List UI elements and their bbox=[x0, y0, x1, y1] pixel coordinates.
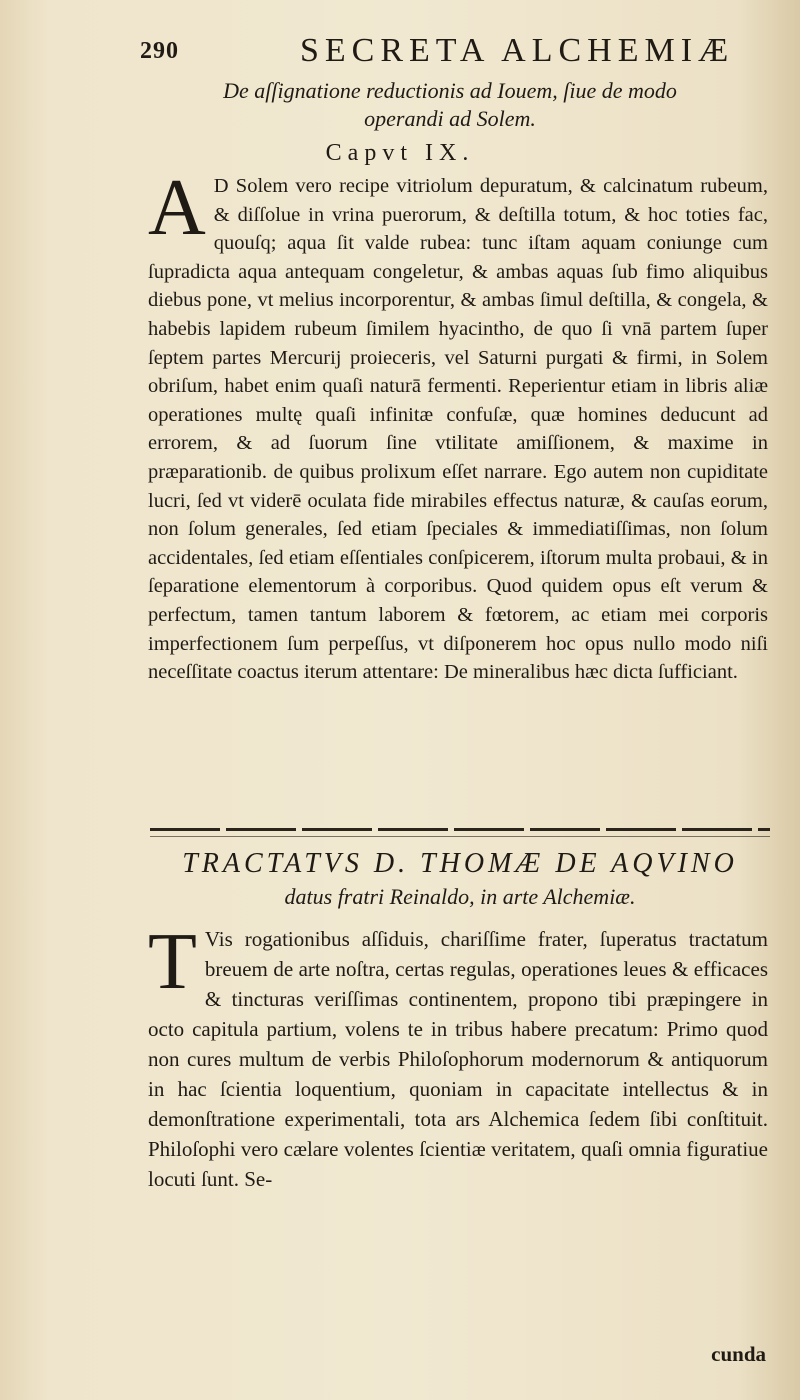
drop-cap-a: A bbox=[148, 164, 206, 252]
section-divider-rule bbox=[150, 828, 770, 831]
chapter-paragraph: D Solem vero recipe vitriolum depuratum, & calcinatum rubeum, & diſſolue in vrina puerorum, & deſtilla totum, & hoc toties fac, quouſq; aqua ſit valde rubea: tunc iſtam aquam coniunge cum ſupradicta aqua antequam congeletur, & ambas aquas ſub fimo aliquibus diebus pone, vt melius incorporentur, & ambas ſimul deſtilla, & congela, & habebis lapidem rubeum ſimilem hyacintho, de quo ſi vnā partem ſuper ſeptem partes Mercurij proieceris, vel Saturni purgati & firmi, in Solem obriſum, habet enim quaſi naturā fermenti. Reperientur etiam in libris aliæ operationes multę quaſi infinitæ confuſæ, quæ homines deducunt ad errorem, & ad ſuorum ſine vtilitate amiſſionem, & maxime in præparationib. de quibus prolixum eſſet narrare. Ego autem non cupiditate lucri, ſed vt viderē oculata fide mirabiles effectus naturæ, & cauſas eorum, non ſolum generales, ſed etiam ſpeciales & immediatiſſimas, non ſolum accidentales, ſed etiam eſſentiales conſpicerem, iſtorum multa probaui, & in ſeparatione elementorum à corporibus. Quod quidem opus eſt verum & perfectum, tamen tantum laborem & fœtorem, ac etiam mei corporis imperfectionem ſum perpeſſus, vt diſponerem hoc opus nullo modo niſi neceſſitate coactus iterum attentare: De mineralibus hæc dicta ſufficiant. bbox=[148, 175, 768, 684]
chapter-heading: Capvt IX. bbox=[325, 140, 475, 166]
section-divider-thin-rule bbox=[150, 836, 770, 837]
page-number: 290 bbox=[140, 38, 179, 64]
running-title: SECRETA ALCHEMIÆ bbox=[300, 32, 735, 69]
section-title-line-1: De aſſignatione reductionis ad Iouem, ſiue de modo bbox=[223, 78, 677, 103]
drop-cap-t: T bbox=[148, 918, 197, 1006]
section-title-line-2: operandi ad Solem. bbox=[364, 106, 536, 131]
tractatus-paragraph: Vis rogationibus aſſiduis, chariſſime frater, ſuperatus tractatum breuem de arte noſtra, certas regulas, operationes leues & efficaces & tincturas veriſſimas continentem, propono tibi præpingere in octo capitula partium, volens te in tribus habere precatum: Primo quod non cures multum de verbis Philoſophorum modernorum & antiquorum in hac ſcientia loquentium, quoniam in capacitate intellectus & in demonſtratione experimentali, tota ars Alchemica ſedem ſibi conſtituit. Philoſophi vero cælare volentes ſcientiæ veritatem, quaſi omnia figuratiue locuti ſunt. Se- bbox=[148, 927, 768, 1191]
tractatus-body bbox=[148, 918, 768, 1194]
catchword: cunda bbox=[711, 1342, 766, 1366]
tractatus-title: TRACTATVS D. THOMÆ DE AQVINO bbox=[182, 848, 738, 879]
chapter-body bbox=[148, 164, 768, 687]
tractatus-subtitle: datus fratri Reinaldo, in arte Alchemiæ. bbox=[284, 884, 636, 909]
page-header bbox=[140, 32, 780, 72]
